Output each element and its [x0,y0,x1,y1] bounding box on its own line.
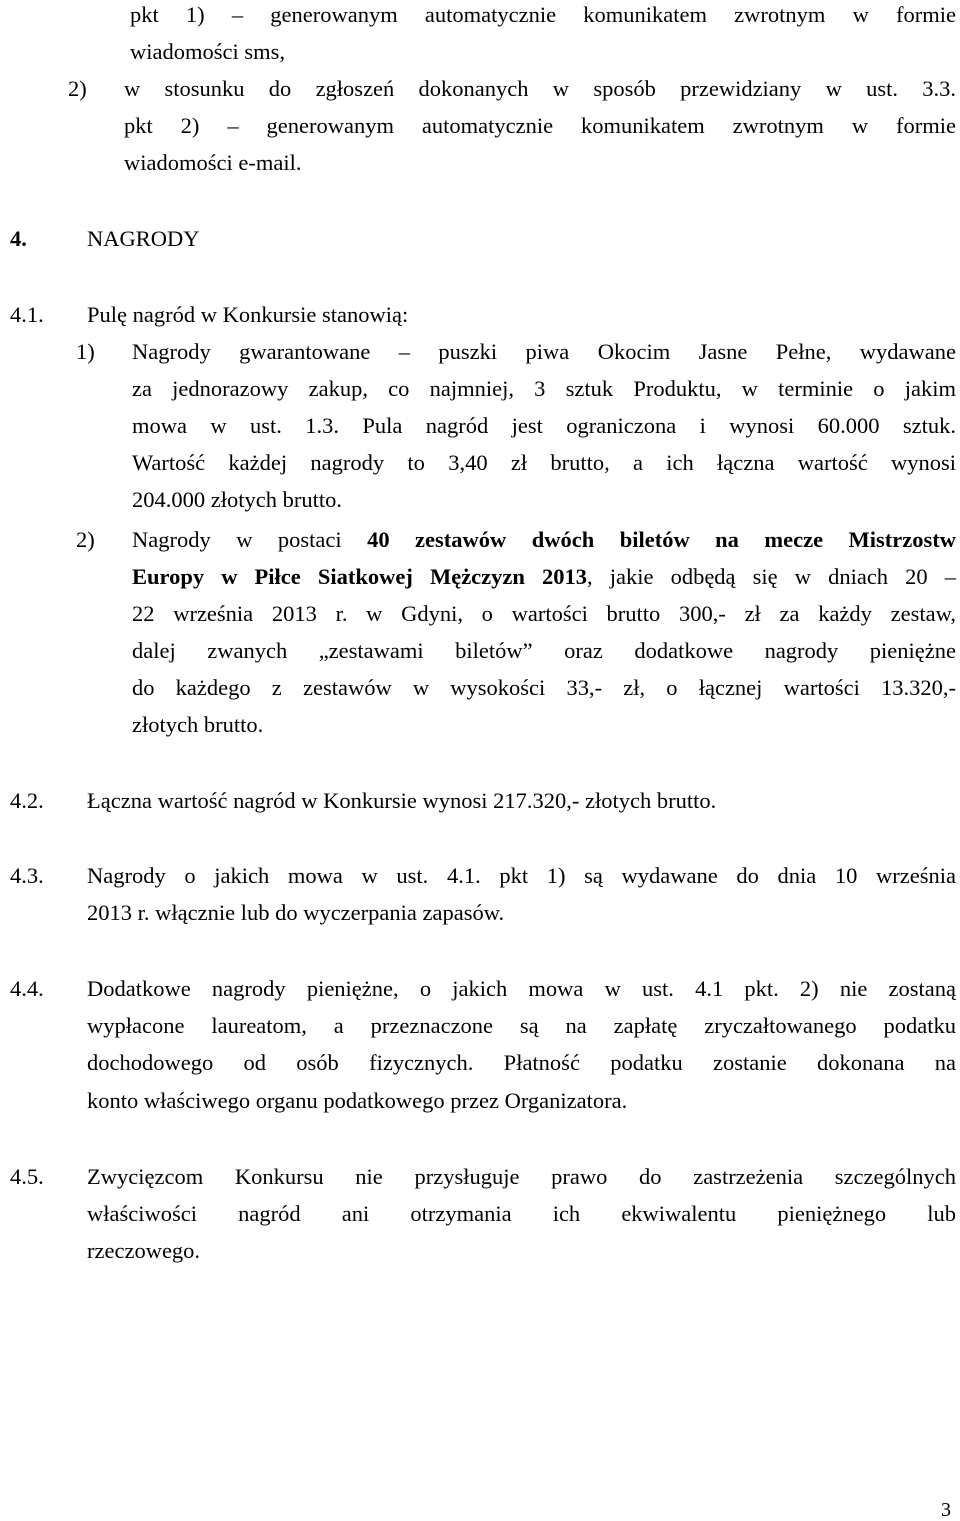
text-line: wiadomości e-mail. [124,150,302,175]
paragraph-number: 4.2. [10,788,44,813]
text-line: 204.000 złotych brutto. [132,487,342,512]
emphasis-text: 40 zestawów dwóch biletów na mecze Mistrzostw [367,527,956,552]
text-line: dochodowego od osób fizycznych. Płatność podatku zostanie dokonana na [87,1050,956,1075]
text-line: rzeczowego. [87,1238,201,1263]
text-line: Zwycięzcom Konkursu nie przysługuje prawo do zastrzeżenia szczególnych [87,1164,956,1189]
text-run: Nagrody w postaci [132,527,368,552]
list-number: 1) [76,339,95,364]
text-line: wypłacone laureatom, a przeznaczone są na zapłatę zryczałtowanego podatku [87,1013,956,1038]
text-line: 2013 r. włącznie lub do wyczerpania zapasów. [87,900,505,925]
paragraph-number: 4.1. [10,302,44,327]
paragraph-number: 4.5. [10,1164,44,1189]
text-line: Wartość każdej nagrody to 3,40 zł brutto, a ich łączna wartość wynosi [132,450,956,475]
paragraph-number: 4.4. [10,976,44,1001]
text-line: pkt 2) – generowanym automatycznie komunikatem zwrotnym w formie [124,113,956,138]
text-line: 22 września 2013 r. w Gdyni, o wartości brutto 300,- zł za każdy zestaw, [132,601,956,626]
text-line: do każdego z zestawów w wysokości 33,- zł, o łącznej wartości 13.320,- [132,675,956,700]
text-line: konto właściwego organu podatkowego przez Organizatora. [87,1088,628,1113]
text-line: za jednorazowy zakup, co najmniej, 3 sztuk Produktu, w terminie o jakim [132,376,956,401]
list-number: 2) [68,76,87,101]
line-text: pkt 1) – generowanym automatycznie komunikatem zwrotnym w formie [130,2,956,27]
paragraph-text: Pulę nagród w Konkursie stanowią: [87,302,409,327]
section-heading: NAGRODY [87,226,200,251]
text-line: właściwości nagród ani otrzymania ich ekwiwalentu pieniężnego lub [87,1201,956,1226]
text-line [130,4,956,27]
text-line: Dodatkowe nagrody pieniężne, o jakich mowa w ust. 4.1 pkt. 2) nie zostaną [87,976,956,1001]
text-line: Nagrody gwarantowane – puszki piwa Okocim Jasne Pełne, wydawane [132,339,956,364]
page-number: 3 [941,1499,951,1521]
text-line: w stosunku do zgłoszeń dokonanych w sposób przewidziany w ust. 3.3. [124,76,956,101]
text-line [132,529,956,552]
text-line: dalej zwanych „zestawami biletów” oraz dodatkowe nagrody pieniężne [132,638,956,663]
text-line: złotych brutto. [132,712,264,737]
emphasis-text: Europy w Piłce Siatkowej Mężczyzn 2013 [132,564,588,589]
text-line: mowa w ust. 1.3. Pula nagród jest ograniczona i wynosi 60.000 sztuk. [132,413,956,438]
text-line: wiadomości sms, [130,39,285,64]
paragraph-number: 4.3. [10,863,44,888]
paragraph-text: Łączna wartość nagród w Konkursie wynosi 217.320,- złotych brutto. [87,788,717,813]
list-number: 2) [76,527,95,552]
text-line: Nagrody o jakich mowa w ust. 4.1. pkt 1) są wydawane do dnia 10 września [87,863,956,888]
section-number: 4. [10,226,27,251]
justified-line [130,4,956,27]
text-run: , jakie odbędą się w dniach 20 – [587,564,956,589]
text-line [132,566,956,589]
